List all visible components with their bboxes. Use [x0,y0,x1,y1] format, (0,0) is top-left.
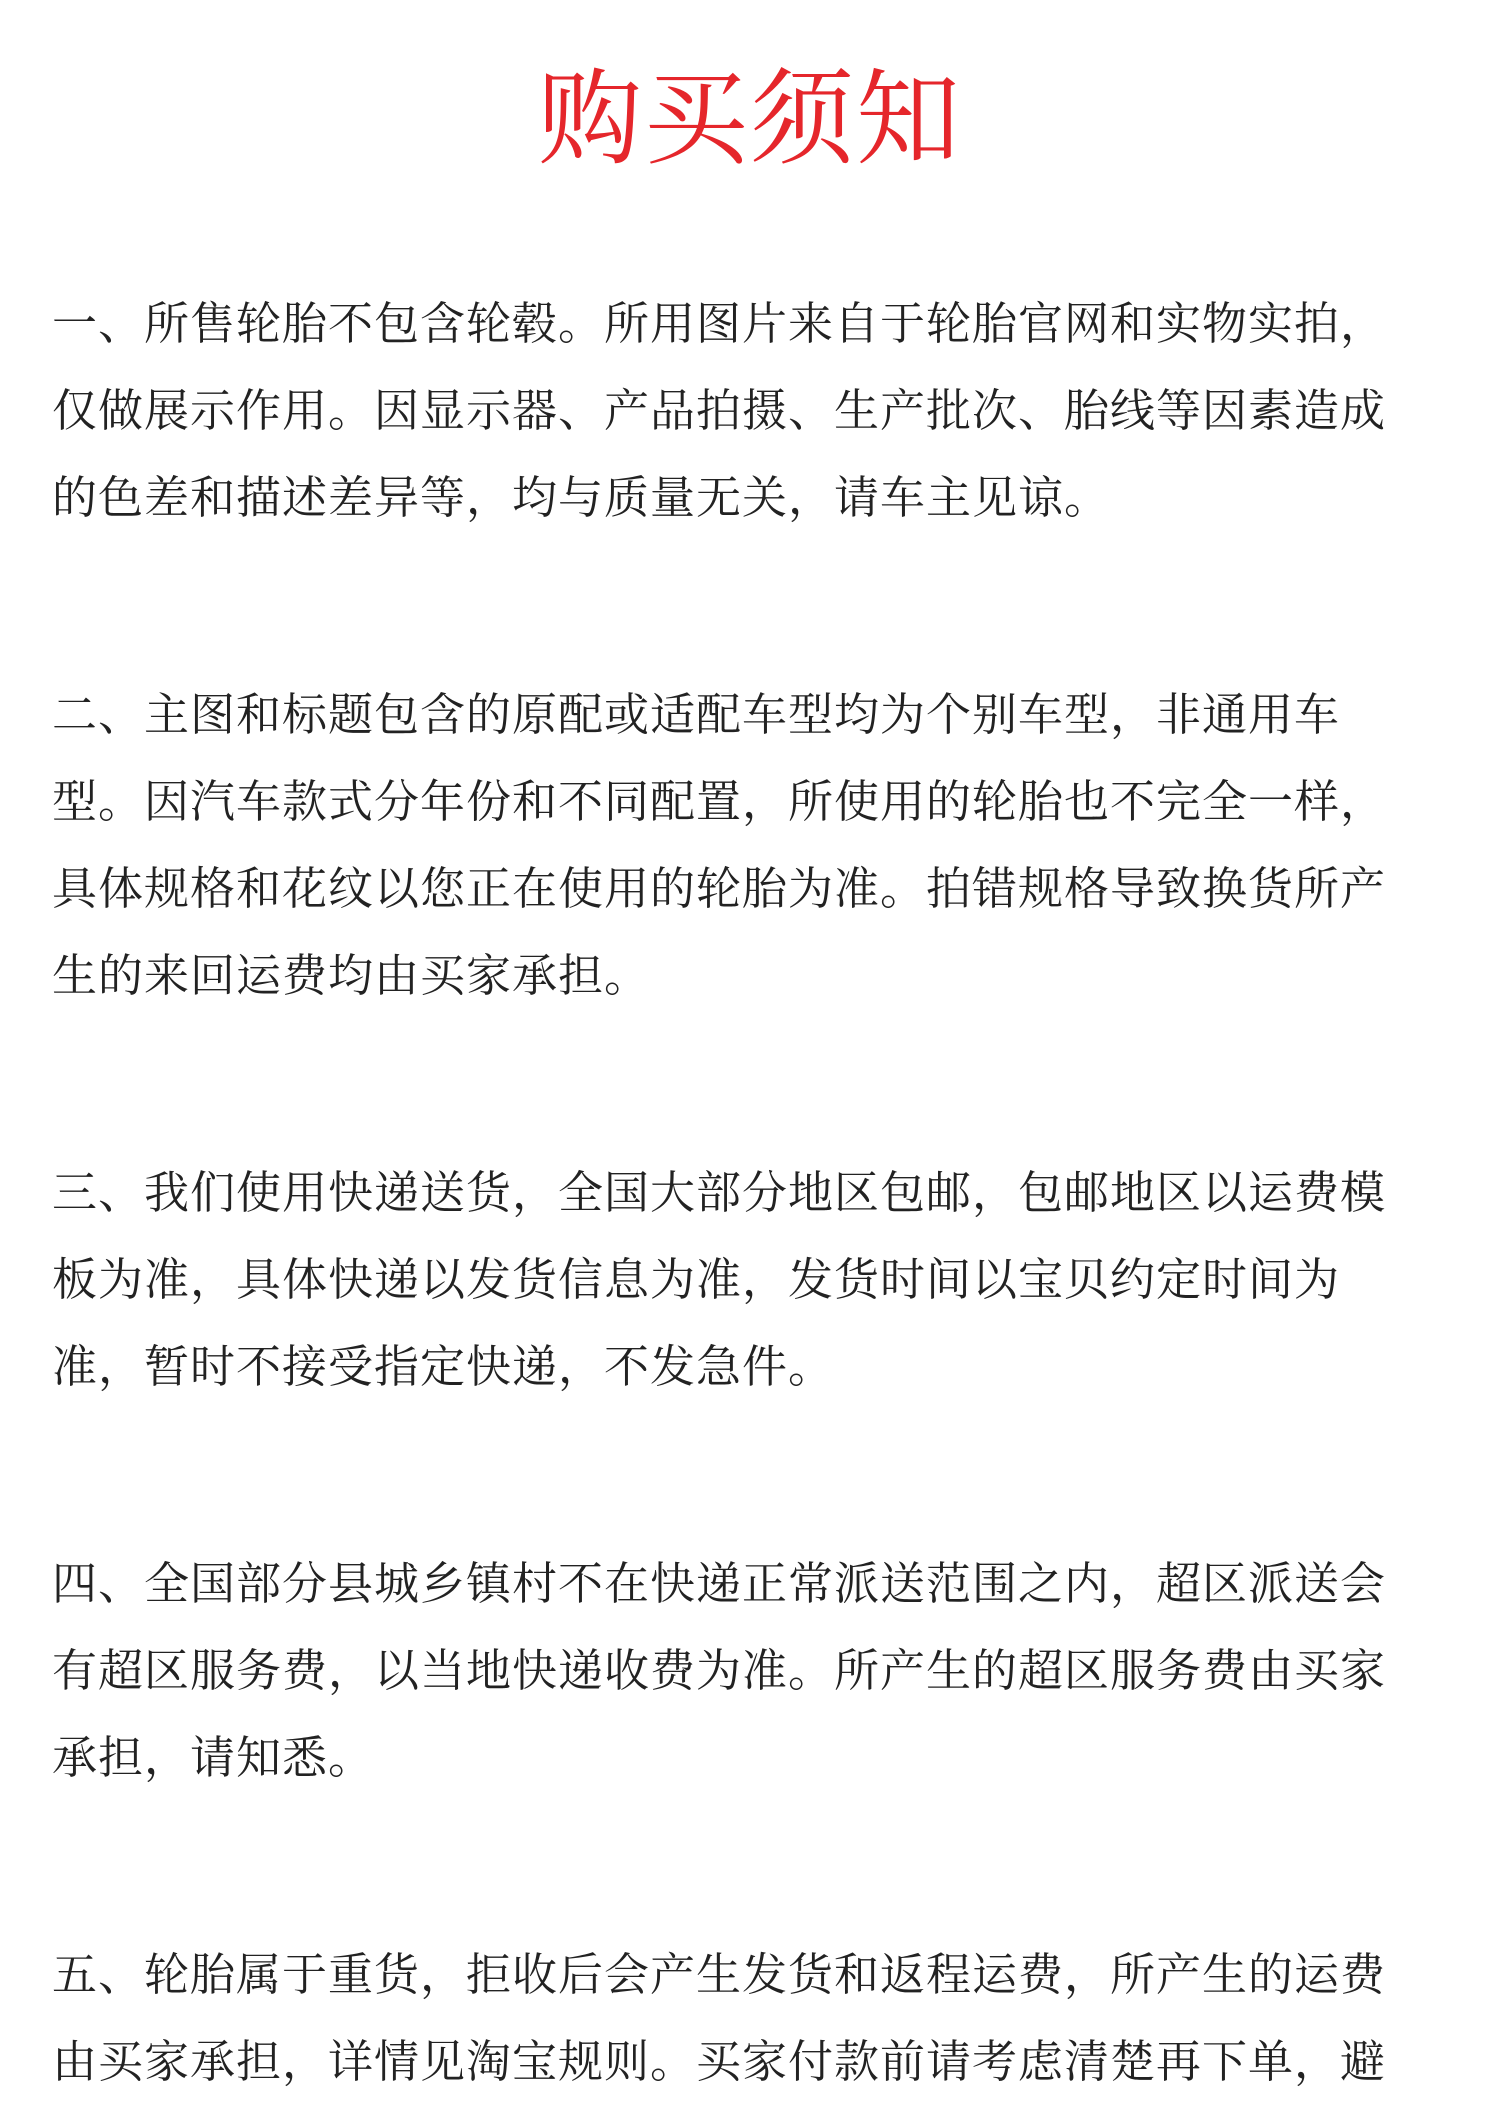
page-title: 购买须知 [537,58,962,180]
notice-item-2: 二、主图和标题包含的原配或适配车型均为个别车型，非通用车 型。因汽车款式分年份和不同配置，所使用的轮胎也不完全一样， 具体规格和花纹以您正在使用的轮胎为准。拍错规格导致换货所产 生的来回运费均由买家承担。 [52,688,1387,1002]
notice-item-4: 四、全国部分县城乡镇村不在快递正常派送范围之内，超区派送会 有超区服务费，以当地快递收费为准。所产生的超区服务费由买家 承担，请知悉。 [52,1557,1387,1784]
notice-item-1: 一、所售轮胎不包含轮毂。所用图片来自于轮胎官网和实物实拍， 仅做展示作用。因显示器、产品拍摄、生产批次、胎线等因素造成 的色差和描述差异等，均与质量无关，请车主见谅。 [52,297,1387,524]
notice-item-3: 三、我们使用快递送货，全国大部分地区包邮，包邮地区以运费模 板为准，具体快递以发货信息为准，发货时间以宝贝约定时间为 准，暂时不接受指定快递，不发急件。 [52,1166,1387,1393]
notice-item-5: 五、轮胎属于重货，拒收后会产生发货和返程运费，所产生的运费 由买家承担，详情见淘宝规则。买家付款前请考虑清楚再下单，避 [52,1948,1387,2088]
notice-list [52,280,1457,2105]
